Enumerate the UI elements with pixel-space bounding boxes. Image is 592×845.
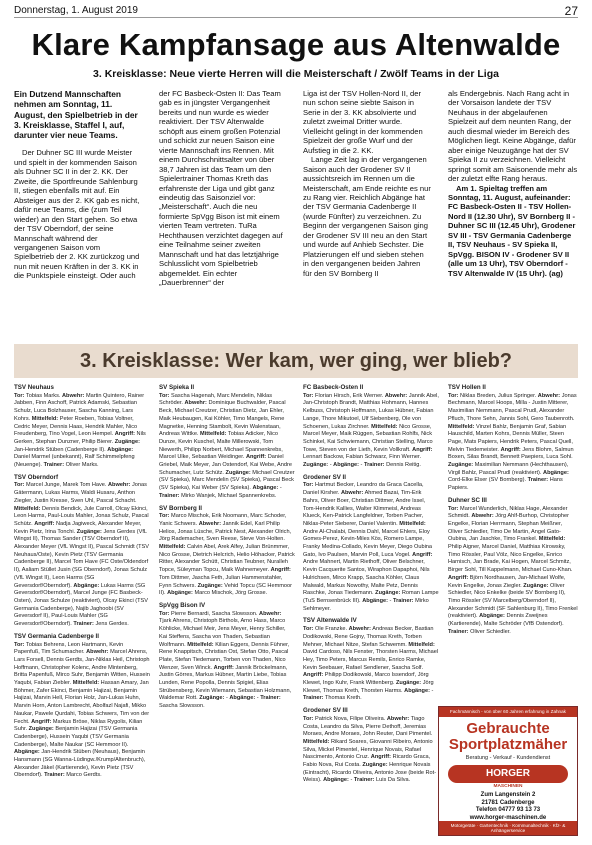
field-label: Abwehr:	[184, 400, 207, 407]
team-details	[448, 393, 578, 493]
team-name: SV Bornberg II	[159, 504, 202, 512]
field-value: -	[350, 777, 353, 784]
team-details	[303, 626, 439, 703]
field-label: Abwehr:	[108, 482, 131, 489]
field-value: Michael Creutzer (SV Spieka), Marc Mendelin (SV Spieka), Pascal Beck (SV Spieka), Kai Weber (SV Spieka).	[159, 469, 295, 492]
team-name: TSV Altenwalde IV	[303, 617, 357, 625]
field-label: Zugänge:	[197, 582, 223, 589]
field-value: Markus Bröse, Niklas Rygolis, Kilian Suhr.	[14, 718, 143, 733]
field-value: Vinzel Bahlz, Benjamin Graf, Sabian Hauschild, Marten Kohrs, Dennis Müller, Steen Page, Mats Papiers, Hendrik Peters, Pascal Quell, Melvin Tiedemeister.	[448, 423, 573, 453]
field-label: Tor:	[14, 482, 25, 489]
field-value: Tobias Behrens, Leon Hartmann, Kevin Papenfuß, Tim Schumacher.	[14, 641, 124, 656]
team-roster	[159, 602, 295, 711]
field-value: Tobias Adicker, Nico Dunze, Kevin Kuschel, Malte Millerowski, Tom Niewerth, Philipp Norbert, Michael Spannenkrebs, Marcel Ulke, Sebastian Weidinger.	[159, 431, 283, 461]
horger-logo-sub: MASCHINEN	[493, 784, 523, 789]
field-label: Trainer:	[260, 695, 281, 702]
field-label: Angriff:	[31, 718, 52, 725]
article-paragraph: der FC Basbeck-Osten II: Das Team gab es in jüngster Vergangenheit bereits und nun wurde es wieder reaktiviert. Der TSV Altenwalde schöpft aus einem großen Potenzial und schickt zur neuen Saison eine vierte Mannschaft ins Rennen. Mit einem Durchschnittsalter von über 38,7 Jahren ist das Team um den Spielertrainer Thomas Kreth das erfahrenste der Liga und gibt ganz eindeutig das Saisonziel vor: „Meisterschaft“. Auch die neu formierte SpVgg Bison ist mit einem vierten Team vertreten. TuRa Hechthausen verzichtet dagegen auf eine Teilnahme seiner zweiten Mannschaft und hat das letztjährige Schlusslicht vom Spielbetrieb abgemeldet. Ein echter „Dauerbrenner“ der	[159, 89, 283, 288]
field-label: Tor:	[303, 626, 314, 633]
field-value: -	[431, 687, 434, 694]
article-fixtures: Am 1. Spieltag treffen am Sonntag, 11. August, aufeinander: FC Basbeck-Osten II - TSV Hollen-Nord II (12.30 Uhr), SV Bornberg II - Duhner SC III (12.45 Uhr), Grodener SV III - TSV Germania Cadenberge II, TSV Neuhaus - SV Spieka II, SpVgg. BISON IV - Grodener SV II (alle um 13 Uhr), TSV Oberndorf - TSV Altenwalde IV (15 Uhr). (ag)	[448, 183, 576, 278]
field-value: Pierre Bernardi, Sascha Slowsson.	[171, 610, 258, 617]
field-label: Zugänge:	[395, 680, 422, 687]
field-label: Abwehr:	[384, 392, 408, 399]
field-value: Tiago Costa, Leandro da Silva, Pierre Dethoff, Jeremias Moraes, Andre Moraes, John Reuter, Dani Pimentel.	[303, 715, 433, 738]
field-label: Trainer:	[159, 492, 180, 499]
field-label: Zugänge:	[303, 462, 329, 469]
field-label: Mittelfeld:	[399, 520, 426, 527]
field-label: Mittelfeld:	[72, 680, 100, 687]
team-name: Grodener SV III	[303, 707, 348, 715]
section-title: 3. Kreisklasse: Wer kam, wer ging, wer blieb?	[79, 350, 513, 372]
field-label: Zugänge:	[225, 469, 251, 476]
article-lead: Ein Dutzend Mannschaften nehmen am Sonntag, 11. August, den Spielbetrieb in der 3. Kreisklasse, Staffel I, auf, darunter vier neue Teams.	[14, 89, 138, 141]
field-value: Luis Da Silva.	[376, 777, 411, 784]
field-value: Peter Roeben, Tobias Voltner, Cedric Meyer, Dennis Haas, Hendrik Mahler, Nico Freudenberg, Tino Vogel, Leon Hempel.	[14, 415, 138, 438]
field-label: Trainer:	[303, 695, 324, 702]
field-label: Abwehr:	[471, 513, 494, 520]
field-value: Dennis Zweijnes (Kartierende), Malte Schröder (VfB Ostendorf).	[448, 613, 564, 628]
field-label: Trainer:	[44, 772, 65, 779]
ad-website-link[interactable]: www.horger-maschinen.de	[469, 814, 547, 821]
article-column-1	[14, 89, 142, 339]
team-details	[303, 393, 439, 470]
field-value: Daniel Marmel (unbekannt), Ralf Schimmelpfeng (Neuenge).	[14, 454, 135, 469]
field-label: Angriff:	[303, 672, 324, 679]
field-label: Trainer:	[73, 621, 94, 628]
field-value: Oliver Schiedler, Nico Enkelke (beide SV Bornberg II), Timo Rössler (SV Marcelberg/Oberndorf II), Alexander Schmidt (SF Sahlenburg II), Timo Frenkel (reaktiviert).	[448, 582, 578, 620]
field-value: Philip Aigner, Marcel Daniel, Matthias Kirowsky, Timo Rössler, Paul Völz, Nico Engelke, Enrico Harnisch, Jan Brade, Kai Hogen, Marcel Schmitz, Birger Sohl, Till Kappelmann, Michael Cuno-Khan.	[448, 544, 573, 574]
field-label: Abwehr:	[259, 610, 282, 617]
field-value: Hassan Amary, Jan Böhmer, Zafer Ekinci, Benjamin Hajizai, Benjamin Hajizai, Marvin Hell, Florian Holz, Jan-Lukas Huhn, Marvin Horn, Anton Lambrecht, Abolfazl Najafi, Mikko Naukar, Pawele Qurdahi, Tobias Schwers, Tim von der Fecht.	[14, 680, 150, 725]
team-name: SpVgg Bison IV	[159, 601, 206, 609]
field-label: Zugänge:	[199, 695, 225, 702]
field-value: -	[279, 485, 282, 492]
team-name: TSV Hollen II	[448, 384, 486, 391]
field-value: Andre Al-Chalabi, Dennis Dahl, Marcel Ehlers, Eloy Gomes-Perez, Kevin-Miles Kös, Romero Lampe, Franky Medina-Collado, Kevin Meyer, Diego Oubina Gato, Ivo Paulsen, Marvin Poll, Luca Vogel.	[303, 528, 433, 558]
field-label: Tor:	[448, 505, 459, 512]
article-paragraph: als Endergebnis. Nach Rang acht in der Vorsaison landete der TSV Neuhaus in der abgelaufenen Spielzeit auf dem neunten Rang, der auch diesmal wieder im Bereich des Möglichen liegt. Keine Abgänge, dafür aber einige Neuzugänge hat der SV Spieka II zu verzeichnen. Vielleicht springt somit am Saisonende mehr als der zuletzt elfte Rang heraus.	[448, 89, 578, 184]
field-label: Angriff:	[448, 574, 469, 581]
section-band	[14, 344, 578, 378]
field-label: Abgänge:	[333, 462, 359, 469]
field-value: Roman Lampe (TuS Bernsenbrück III).	[303, 590, 439, 604]
team-roster	[159, 505, 295, 598]
field-value: Nico Grosse, Marcel Meyer, Maik Rüggen, Sebastian Rohlfs, Nick Schinkel, Kai Schwiemann, Christian Stelling, Marco Towe, Steven von der Lieth, Kevin Vollkraft.	[303, 423, 433, 453]
roster-column-3	[303, 384, 439, 834]
team-roster	[303, 617, 439, 703]
team-details	[159, 513, 295, 598]
field-label: Angriff:	[245, 454, 267, 461]
field-value: Dennis Bendick, Jule Carroll, Olcay Ekinci, Leon Harms, Paul-Louis Mahler, Jonas Schulz, Pascal Schütz.	[14, 505, 149, 527]
roster-column-2	[159, 384, 295, 834]
field-value: Vehid Topcu (SC Hemmoor II).	[159, 582, 292, 597]
field-label: Zugänge:	[76, 528, 102, 535]
field-value: Marcel Junge, Marek Tom Have.	[26, 482, 107, 489]
team-details	[448, 506, 578, 637]
horger-logo: HORGER	[448, 765, 568, 783]
article-column-3	[303, 89, 431, 339]
advertisement[interactable]	[438, 706, 578, 836]
team-roster	[303, 707, 439, 785]
field-value: Nadja Jagiweck, Alexander Meyer, Kevin Pietz, Irina Tonchi.	[14, 520, 142, 535]
roster-column-1	[14, 384, 150, 834]
ad-address-line: Zum Langenstein 2	[480, 792, 536, 798]
field-value: Jannik Abel, Jan-Christoph Brandt, Matthias Hohmann, Hannes Kelbuss, Christoph Hoffmann, Lukas Hübner, Fabian Lange, Thore Mikutoel, Ulf Siebenberg, Ole von Schoenen, Lukas Zirchner.	[303, 392, 439, 430]
field-label: Angriff:	[412, 551, 433, 558]
field-label: Mittelfeld:	[159, 544, 186, 551]
field-label: Abgänge:	[543, 469, 569, 476]
team-roster	[448, 497, 578, 637]
field-value: Andre Mahnert, Martin Riethoff, Oliver Belschner, Kevin Cacquerite Santos, Wiraphon Dapaphoi, Nils Hulrichsen, Mirco Krapp, Sascha Köhler, Claus Malwald, Markus Nowothy, Malte Petz, Dennis Raschke, Jonas Tiedemann.	[303, 559, 430, 597]
field-value: -	[256, 695, 259, 702]
field-label: Abwehr:	[340, 490, 364, 497]
ad-phone: Telefon 04777 93 13 73	[475, 807, 541, 813]
field-value: Tom Dittmer, Jascha Feth, Julian Hammenstahler, Fynn Schwers.	[159, 574, 283, 589]
field-value: Henrique Novais (Eintracht), Ricardo Oliveira, Antonio Jose (beide Rot-Weiss).	[303, 762, 437, 784]
field-label: Abgänge:	[107, 446, 134, 453]
roster-column-4	[448, 384, 578, 702]
team-details	[303, 482, 439, 613]
field-value: Marco Mischok, Jörg Grosse.	[194, 590, 268, 597]
team-roster	[303, 474, 439, 614]
field-value: Florian Hirsch, Erik Werner.	[315, 392, 384, 399]
field-label: Abgänge:	[73, 582, 100, 589]
field-value: Jens Gerdes (VfL Wingst II), Thomas Sander (TSV Oberndorf II), Alexander Meyer (VfL Wingst II), Pascal Schmidt (TSV Neuhaus/Oste), Kevin Pietz (TSV Germania Cadenberge II), Marcel Tom Have (FC Oste/Oldendorf II), Aaliam Stüllet Jusin (SG Oberndorf), Jonas Schulz (VfL Wingst II), Leon Harms (SG Geversdorf/Oberndorf).	[14, 528, 150, 589]
field-value: Marcel Ahrens, Lars Forsell, Dennis Gerdts, Jan-Niklas Heil, Christoph Hoffmann, Christopher Kolenc, Andre Mintenberg, Britta Papenfuß, Mirco Suhr, Benjamin Witten, Hussein Yaqubi, Fabian Ziebler.	[14, 649, 150, 687]
field-label: Trainer:	[448, 628, 469, 635]
field-label: Tor:	[303, 715, 314, 722]
field-value: Jörg Klewet, Thomas Kreth, Thorsten Harms.	[303, 680, 434, 694]
field-value: -	[389, 597, 392, 604]
field-value: Dominique Buchwalder, Pascal Beck, Michael Creutzer, Christian Dietz, Jan Ehler, Maik Heubaugen, Kai Köhler, Timo Mangels, Rene Magnetke, Henning Stambolt, Kevin Walenstaan, Andreas Wittke.	[159, 400, 286, 438]
field-value: Benjamin Hajizai (TSV Germania Cadenberge), Hussein Yaqubi (TSV Germania Cadenberge), Malte Naukar (SC Hemmoor II).	[14, 726, 138, 748]
article-column-2	[159, 89, 287, 339]
team-roster	[159, 384, 295, 501]
field-value: Jannik Edel, Karl Philip Helios, Jonas Lüsche, Patrick Nest, Alexander Olrich, Jörg Rademacher, Sven Reese, Steve Von-Holten.	[159, 520, 292, 543]
team-name: FC Basbeck-Osten II	[303, 384, 364, 391]
team-details	[159, 611, 295, 711]
field-label: Tor:	[303, 482, 314, 489]
field-value: Jan-Hendrik Stüben (Cadenberge II).	[14, 446, 106, 453]
field-label: Mittelfeld:	[14, 505, 41, 512]
field-value: Björn Nordhausen, Jan-Michael Wolfe, Kevin Engelke, Jonas Ziegler.	[448, 574, 566, 589]
field-label: Angriff:	[114, 431, 135, 438]
field-value: Jens Gerdes.	[95, 621, 129, 628]
page-number: 27	[564, 4, 578, 18]
article-paragraph: Liga ist der TSV Hollen-Nord II, der nun schon seine siebte Saison in Serie in der 3. KK absolvierte und zuletzt zweimal Dritter wurde. Vielleicht gelingt in der kommenden Spielzeit der große Wurf und der Aufstieg in die 2. KK.	[303, 89, 423, 155]
field-value: -	[360, 462, 363, 469]
team-roster	[14, 384, 150, 470]
article-paragraph: Der Duhner SC III wurde Meister und spielt in der kommenden Saison als Duhner SC II in der 2. KK. Der Zweite, die Sportfreunde Sahlenburg II, stiegen ebenfalls mit auf. Ein Absteiger aus der 2. KK gab es nicht, dafür neue Teams, die (zum Teil wieder) an den Start gehen. So etwa der TSV Oberndorf, der seine Mannschaft während der vergangenen Saison vom Spielbetrieb der 2. KK zurückzog und nun mit neuen Kräften in der 3. KK in die Punktspiele einsteigt. Oder auch	[14, 148, 140, 281]
field-value: Philipp Dodikowski, Marco Issendorf, Jörg Klewet, Ingo Kuhr, Frank Wittenberg.	[303, 672, 429, 687]
issue-date: Donnerstag, 1. August 2019	[14, 5, 138, 16]
headline: Klare Kampfansage aus Altenwalde	[31, 27, 561, 62]
field-label: Mittelfeld:	[31, 415, 59, 422]
field-value: Marco Mischok, Erik Noomann, Marc Schoder, Yanic Schwers.	[159, 513, 287, 527]
field-label: Mittelfeld:	[538, 536, 566, 543]
field-value: Patrick Nova, Filipe Oliveira.	[315, 715, 386, 722]
field-label: Mittelfeld:	[200, 431, 227, 438]
field-label: Zugänge:	[114, 438, 140, 445]
field-label: Tor:	[14, 641, 25, 648]
field-label: Tor:	[303, 392, 314, 399]
field-label: Angriff:	[500, 446, 521, 453]
field-value: Cord-Elke Elser (SV Bornberg).	[448, 477, 527, 484]
team-roster	[14, 474, 150, 629]
field-value: Daniel Griebel, Maik Meyer, Jan Ostendorf, Kai Webe, Andre Schumacher, Lutz Schütz.	[159, 454, 292, 476]
field-label: Trainer:	[43, 462, 65, 469]
field-value: Rikard Soares, Giovanni Ribeiro, Antonio Silva, Mickel Pimentel, Henrique Novais, Rafael Nascimento, Antonio Cruz.	[303, 738, 433, 761]
field-value: Marcel Wunderlich, Niklas Hage, Alexander Schmidt.	[448, 505, 568, 520]
field-value: Nils Gerken, Stephan Dunzner, Philip Bierer.	[14, 431, 146, 445]
field-value: Oliver Marks.	[65, 462, 99, 469]
field-label: Mittelfeld:	[408, 641, 435, 648]
field-label: Abgänge:	[362, 597, 388, 604]
field-label: Abgänge:	[14, 749, 40, 756]
team-details	[14, 482, 150, 628]
field-value: Tjark Ahrens, Christoph Birthols, Arno Hass, Marco Köhlicke, Michael Meir, Jens Meyer, Henry Schiller, Kai Steffens, Sascha von Thaden, Sebastian Wolfmann.	[159, 618, 286, 648]
field-label: Abgänge:	[404, 687, 430, 694]
field-value: Jonas Bechmann, Marcel Hoops, Milla - Justin Mitterer, Maximilian Nemmann, Pascal Prudl, Alexander Pfluch, Thore Sehn, Jannis Sohl, Gero Taubenroth.	[448, 392, 577, 422]
field-label: Zugänge:	[523, 582, 549, 589]
team-name: TSV Neuhaus	[14, 384, 54, 391]
article-paragraph: Lange Zeit lag in der vergangenen Saison auch der Grodener SV II aussichtsreich im Rennen um die Meisterschaft, am Ende reichte es nur zu Rang vier. Reichlich Abgänge hat der TSV Germania Cadenberge II (wurde Fünfter) zu verzeichnen. Zu Beginn der vergangenen Saison ging der Grodener SV III neu an den Start und wurde auf Anhieb Sechster. Die Platzierungen elf und sieben stehen in den vergangenen beiden Jahren für den SV Bornberg II	[303, 155, 431, 278]
field-label: Angriff:	[34, 520, 55, 527]
field-value: Calvin Abel, Arek Alfey, Julian Brünmmer, Nico Grosse, Dietrich Helcrich, Helio Höhacker, Patrick Ritter, Alexander Schütt, Christian Teubner, Nuralleh Topce, Süleyman Topcu, Maik Wahnemeyer.	[159, 544, 295, 574]
ad-address-line: 21781 Cadenberge	[481, 799, 535, 806]
team-details	[159, 393, 295, 501]
subheadline: 3. Kreisklasse: Neue vierte Herren will die Meisterschaft / Zwölf Teams in der Liga	[93, 68, 499, 80]
ad-title	[439, 721, 577, 753]
field-value: Jan-Hendrik Stüben (Neuhaus), Benjamin Hansmann (SG Wanna-Lüdingw./Krump/Altenbruch), Alexander Jäkel (Kartierende), Kevin Pietz (TSV Oberndorf).	[14, 749, 146, 779]
field-label: Angriff:	[412, 446, 433, 453]
field-label: Abwehr:	[62, 392, 85, 399]
team-name: Duhner SC III	[448, 496, 487, 504]
field-value: Marco Gerdts.	[66, 772, 102, 779]
field-value: Thomas Kreth.	[324, 695, 362, 702]
field-value: Sascha Slowsson.	[159, 703, 205, 710]
ad-subtitle: Beratung - Verkauf - Kundendienst	[465, 755, 551, 761]
field-value: Dennis Reitig.	[386, 462, 421, 469]
field-value: Mirko Wanjek, Michael Spannenkrebs.	[181, 492, 277, 499]
field-label: Abgänge:	[479, 613, 505, 620]
field-label: Mittelfeld:	[187, 641, 214, 648]
field-value: Lennart Backow, Fabian Schwarz, Finn Werner.	[303, 454, 422, 461]
field-label: Tor:	[159, 610, 170, 617]
field-label: Abwehr:	[386, 715, 410, 722]
field-value: Lukas Harms (SG Geversdorf/Oberndorf), Marcel Junge (FC Basbeck-Osten), Jonas Schulze (reaktiviert), Olcay Ekinci (TSV Germania Cadenberge), Najib Jaghoobi (SV Geversdorf II), Paul-Louis Mahler (SG Geversdorf/Oberndorf).	[14, 582, 148, 628]
team-roster	[303, 384, 439, 470]
ad-title-line: Gebrauchte	[466, 720, 550, 737]
field-label: Trainer:	[363, 462, 385, 469]
field-label: Abgänge:	[252, 485, 279, 492]
team-details	[14, 642, 150, 781]
ad-top-strip: Fachmännisch - von über 60 Jahren erfahrung in Zahnak	[439, 707, 577, 717]
field-label: Angriff:	[370, 754, 391, 761]
field-value: Ricardo Graca, Fabio Nova, Rui Costa.	[303, 754, 431, 769]
article-column-4	[448, 89, 578, 339]
team-name: SV Spieka II	[159, 384, 195, 391]
ad-address	[439, 792, 577, 822]
field-label: Trainer:	[392, 597, 414, 604]
field-label: Angriff:	[213, 664, 234, 671]
team-roster	[448, 384, 578, 493]
team-roster	[14, 633, 150, 780]
field-value: Andreas Becker, Bastian Dodikowski, Rene Gojny, Thomas Kreth, Torben Mehner, Michael Nitze, Stefan Schwemm.	[303, 626, 434, 648]
field-value: Mirko Sehlmeyer.	[303, 597, 429, 612]
field-label: Zugänge:	[375, 590, 401, 597]
team-name: Grodener SV II	[303, 473, 346, 481]
field-label: Abgänge:	[229, 695, 256, 702]
field-label: Mittelfeld:	[303, 738, 330, 745]
field-label: Abwehr:	[537, 392, 561, 399]
field-label: Mittelfeld:	[448, 423, 475, 430]
field-label: Zugänge:	[362, 762, 388, 769]
ad-bottom-strip: Motorgeräte · Gartentechnik · Kommunaltechnik · Kfz- & Anhängerservice	[439, 821, 577, 835]
field-value: Jens Blohm, Salmun Boxen, Silas Brandt, Bennett Paepiers, Luca Sohl.	[448, 446, 574, 461]
field-value: Sascha Hagenah, Marc Mendelin, Niklas Schröder.	[159, 392, 273, 407]
field-label: Abgänge:	[167, 590, 193, 597]
team-details	[303, 716, 439, 785]
field-value: -	[225, 695, 228, 702]
field-value: Maximilian Nemmann (Hechthausen), Virgil Bahlz, Pascal Prudl (reaktiviert).	[448, 462, 569, 476]
field-value: Niklas Breden, Julius Springer.	[460, 392, 537, 399]
field-value: Jonas Gätermann, Lukas Harms, Waldi Husaru, Anthon Ziegler, Justin Kresse, Sven Uhl, Pascal Schacht.	[14, 482, 147, 504]
page-header	[14, 4, 578, 18]
team-name: TSV Germania Cadenberge II	[14, 632, 99, 640]
field-label: Abgänge:	[323, 777, 349, 784]
field-label: Angriff:	[270, 567, 291, 574]
field-label: Tor:	[14, 392, 25, 399]
field-label: Abwehr:	[198, 520, 222, 527]
field-value: -	[329, 462, 332, 469]
field-label: Trainer:	[527, 477, 549, 484]
field-label: Zugänge:	[448, 462, 474, 469]
field-label: Abwehr:	[348, 626, 371, 633]
ad-title-line: Sportplatzmäher	[448, 736, 568, 753]
field-label: Mittelfeld:	[371, 423, 398, 430]
field-value: Tobias Marks.	[25, 392, 61, 399]
field-value: Jannik Bröckelmann, Justin Görres, Markus Hübner, Martin Liebe, Tobias Lunden, Rene Popolla, Dennis Spigiel, Elias Strübensberg, Kevin Wiemann, Sebastian Holzmann, Waldemar Rott.	[159, 664, 292, 702]
field-value: Martin Quintero, Rainer Jabben, Finn Aschoff, Patrick Adamski, Sebastian Schulz, Luca Bolzhauser, Sascha Kanning, Lars Kohrs.	[14, 392, 145, 422]
field-value: Hans Papiers.	[448, 477, 563, 492]
field-label: Tor:	[159, 513, 170, 520]
team-name: TSV Oberndorf	[14, 473, 59, 481]
field-value: Kilian Eggers, Dennis Fühner, Rene Knappitsch, Christian Ost, Stefan Otto, Pascal Plate, Stefan Tiedemann, Torben von Thaden, Nico Wenzer, Sven Winck.	[159, 641, 290, 671]
field-label: Abwehr:	[86, 649, 109, 656]
field-value: Hartmut Becker, Leandro da Graca Cacella, Daniel Kirsher.	[303, 482, 424, 497]
team-details	[14, 393, 150, 470]
field-value: Jörg Ahlf-Burhop, Christopher Engelke, Florian Herrmann, Stephan Meißner, Oliver Schiedler, Timo De Martin, Angel Gato-Oubina, Jan Jaschke, Timo Frankel.	[448, 513, 569, 543]
field-value: Ole Franzke.	[315, 626, 348, 633]
field-label: Tor:	[448, 392, 459, 399]
field-value: Ahmed Bazai, Tim-Erik Bahrs, Oliver Boer, Christian Dittmer, Andre Issel, Tom-Hendrik Kallies, Walter Klimmeisl, Andreas Klueck, Ken-Patrick Langfeldner, Torben Pacher, Niklas-Peter Sieberer, Daniel Valentin.	[303, 490, 426, 527]
field-value: David Cardoso, Nils Fenster, Thorsten Harms, Michael Hey, Timo Peters, Marcus Remils, Enrico Ramke, Kevin Seebauer, Rafael Sendlener, Sascha Solf.	[303, 649, 439, 671]
field-label: Trainer:	[353, 777, 375, 784]
field-value: Oliver Schiedler.	[470, 628, 511, 635]
field-label: Zugänge:	[28, 726, 54, 733]
field-label: Tor:	[159, 392, 170, 399]
